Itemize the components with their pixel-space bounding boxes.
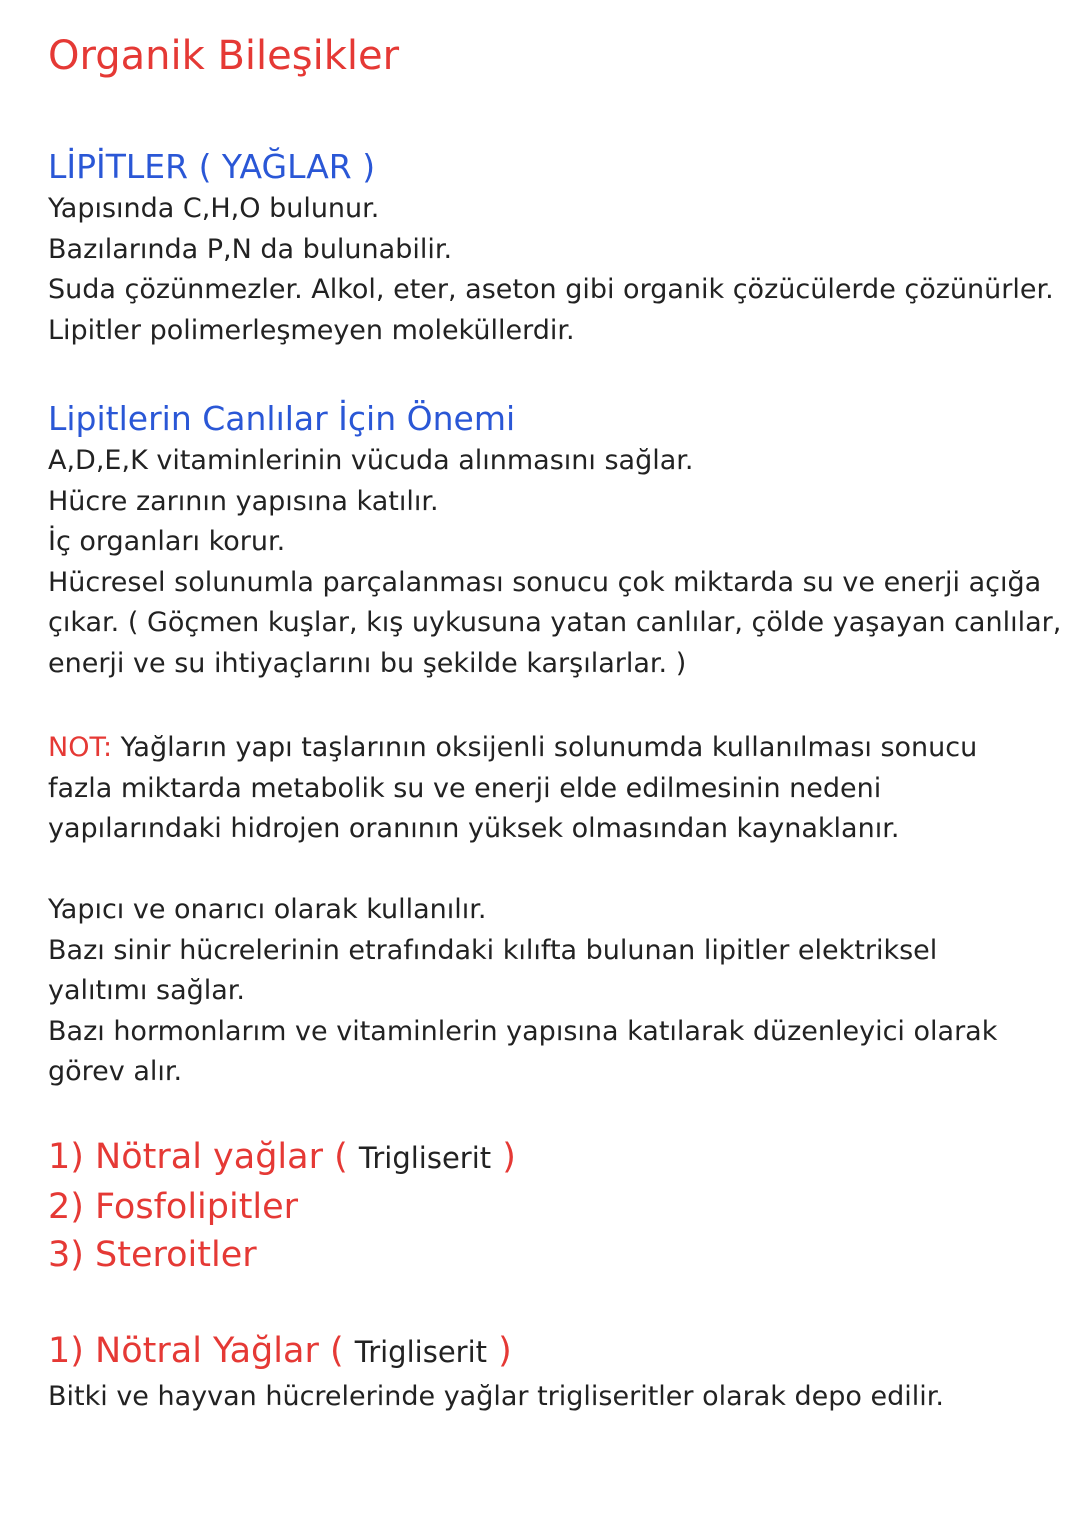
neutral-fats-text bbox=[48, 1377, 1058, 1418]
text-line: fazla miktarda metabolik su ve enerji elde edilmesinin nedeni bbox=[48, 772, 882, 804]
list-item-sublabel: Trigliserit bbox=[358, 1141, 492, 1175]
text-line: A,D,E,K vitaminlerinin vücuda alınmasını sağlar. bbox=[48, 445, 694, 476]
importance-text bbox=[48, 441, 1062, 684]
importance-section bbox=[48, 397, 1062, 684]
text-line: Bazı sinir hücrelerinin etrafındaki kılıfta bulunan lipitler elektriksel bbox=[48, 934, 938, 966]
text-line: yapılarındaki hidrojen oranının yüksek olmasından kaynaklanır. bbox=[48, 813, 900, 844]
text-line: Yapıcı ve onarıcı olarak kullanılır. bbox=[48, 894, 487, 925]
text-line: Yapısında C,H,O bulunur. bbox=[48, 193, 380, 224]
list-item bbox=[48, 1133, 1058, 1183]
note-first-line bbox=[48, 728, 1058, 769]
text-line: Lipitler polimerleşmeyen moleküllerdir. bbox=[48, 314, 575, 346]
heading-sublabel: Trigliserit bbox=[354, 1335, 488, 1369]
text-line: enerji ve su ihtiyaçlarını bu şekilde karşılarlar. ) bbox=[48, 647, 687, 679]
extra-section bbox=[48, 890, 1058, 1093]
list-item: 3) Steroitler bbox=[48, 1235, 257, 1275]
heading-label: 1) Nötral Yağlar ( bbox=[48, 1331, 355, 1371]
lipids-heading: LİPİTLER ( YAĞLAR ) bbox=[48, 147, 376, 186]
note-section bbox=[48, 728, 1058, 850]
text-line: Bazı hormonlarım ve vitaminlerin yapısına katılarak düzenleyici olarak bbox=[48, 1015, 998, 1047]
lipids-section bbox=[48, 145, 1058, 351]
lipid-types-list bbox=[48, 1133, 1058, 1280]
page-title: Organik Bileşikler bbox=[48, 33, 400, 79]
heading-suffix: ) bbox=[487, 1331, 512, 1371]
note-text: Yağların yapı taşlarının oksijenli solunumda kullanılması sonucu bbox=[112, 732, 978, 763]
text-line: Hücresel solunumla parçalanması sonucu çok miktarda su ve enerji açığa bbox=[48, 566, 1042, 598]
text-line: Hücre zarının yapısına katılır. bbox=[48, 485, 439, 517]
text-line: Bitki ve hayvan hücrelerinde yağlar trigliseritler olarak depo edilir. bbox=[48, 1380, 944, 1412]
lipids-text bbox=[48, 189, 1058, 351]
text-line: Suda çözünmezler. Alkol, eter, aseton gibi organik çözücülerde çözünürler. bbox=[48, 274, 1054, 305]
neutral-fats-heading bbox=[48, 1327, 1058, 1377]
list-item-label: 1) Nötral yağlar ( bbox=[48, 1137, 359, 1177]
text-line: çıkar. ( Göçmen kuşlar, kış uykusuna yatan canlılar, çölde yaşayan canlılar, bbox=[48, 607, 1062, 638]
list-item-suffix: ) bbox=[491, 1137, 516, 1177]
text-line: Bazılarında P,N da bulunabilir. bbox=[48, 233, 453, 265]
text-line: yalıtımı sağlar. bbox=[48, 975, 246, 1006]
note-label: NOT: bbox=[48, 732, 113, 763]
text-line: görev alır. bbox=[48, 1056, 183, 1087]
text-line: İç organları korur. bbox=[48, 526, 286, 557]
neutral-fats-section bbox=[48, 1327, 1058, 1417]
list-item: 2) Fosfolipitler bbox=[48, 1186, 299, 1227]
importance-heading: Lipitlerin Canlılar İçin Önemi bbox=[48, 399, 516, 438]
